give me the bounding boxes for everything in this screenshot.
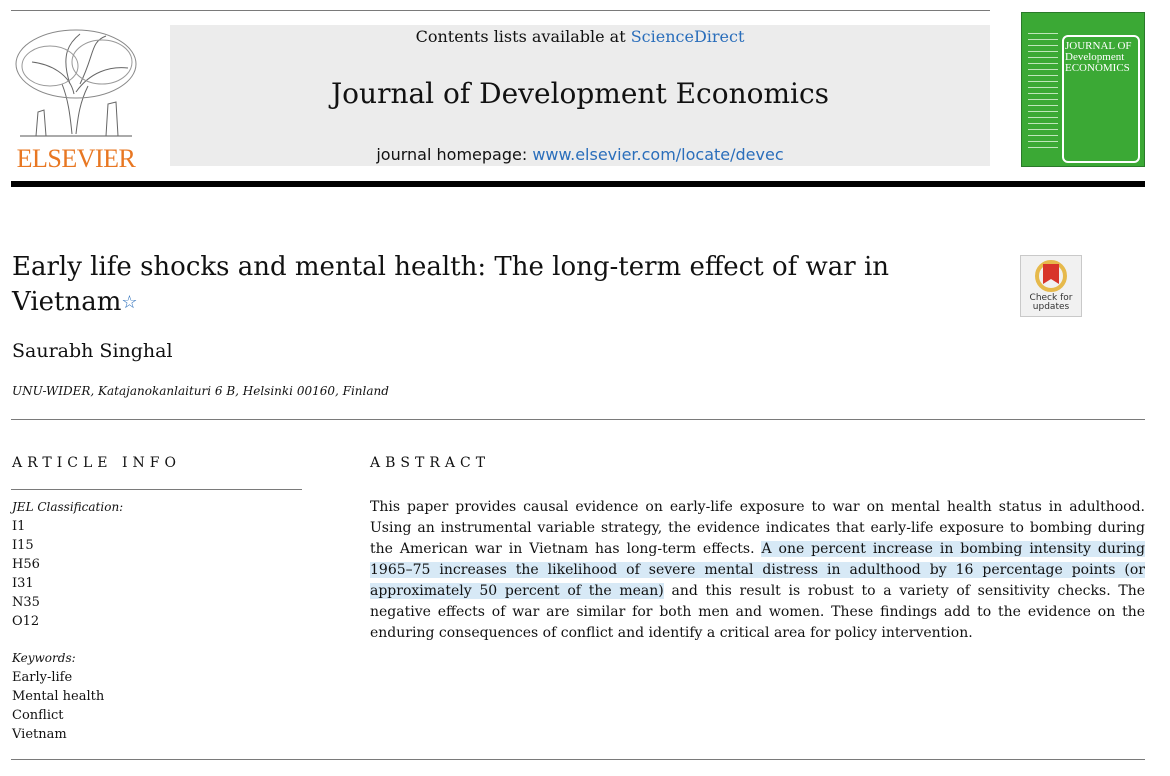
homepage-link[interactable]: www.elsevier.com/locate/devec (532, 145, 784, 164)
homepage-prefix: journal homepage: (376, 145, 533, 164)
section-rule (11, 419, 1145, 420)
jel-code: H56 (12, 557, 40, 572)
abstract-highlight[interactable]: A one percent increase in bombing intensity during 1965–75 increases the likelihood of severe mental distress in adulthood by 16 percentage points (or approximately 50 percent of the mean) (370, 541, 1145, 599)
elsevier-logo[interactable] (10, 24, 142, 172)
publisher-name: ELSEVIER (16, 144, 136, 173)
jel-code: I1 (12, 519, 26, 534)
crossmark-icon (1031, 258, 1071, 294)
jel-code: N35 (12, 595, 40, 610)
title-footnote-star[interactable]: ☆ (121, 292, 138, 313)
tree-icon (10, 24, 142, 142)
jel-code: O12 (12, 614, 40, 629)
keyword: Mental health (12, 689, 105, 704)
article-info-rule (11, 489, 302, 490)
header-bar (11, 181, 1145, 187)
cover-decoration (1028, 33, 1058, 153)
contents-availability (170, 27, 990, 46)
jel-code: I15 (12, 538, 34, 553)
journal-banner (170, 25, 990, 166)
sciencedirect-link[interactable]: ScienceDirect (630, 27, 745, 46)
article-info-panel (12, 498, 292, 744)
bottom-rule (11, 759, 1145, 760)
top-rule (11, 10, 990, 11)
journal-homepage (170, 145, 990, 164)
article-title (12, 250, 972, 320)
keywords-label: Keywords: (12, 651, 76, 665)
author-affiliation: UNU-WIDER, Katajanokanlaituri 6 B, Helsinki 00160, Finland (12, 384, 389, 398)
jel-label: JEL Classification: (12, 500, 124, 514)
contents-prefix: Contents lists available at (415, 27, 631, 46)
author-name[interactable]: Saurabh Singhal (12, 340, 173, 362)
keyword: Early-life (12, 670, 73, 685)
article-info-heading: ARTICLE INFO (12, 455, 181, 471)
abstract-part-1: This paper provides causal evidence on early-life exposure to war on mental health status in adulthood. Using an instrumental variable strategy, the evidence indicates that early-life exposure to bombing during the American war in Vietnam has long-term effects. (370, 499, 1145, 557)
journal-title: Journal of Development Economics (330, 77, 830, 110)
abstract-text (370, 497, 1145, 644)
abstract-heading: ABSTRACT (370, 455, 491, 471)
article-title-text: Early life shocks and mental health: The long-term effect of war in Vietnam (12, 252, 890, 317)
journal-cover-thumbnail[interactable] (1021, 12, 1145, 167)
check-updates-label: Check for updates (1029, 293, 1073, 312)
keyword: Conflict (12, 708, 64, 723)
cover-title: JOURNAL OF Development ECONOMICS (1065, 40, 1132, 74)
abstract-part-2: and this result is robust to a variety of sensitivity checks. The negative effects of war are similar for both men and women. These findings add to the evidence on the enduring consequences of conflict and identify a critical area for policy intervention. (370, 583, 1146, 641)
jel-code: I31 (12, 576, 34, 591)
keyword: Vietnam (12, 727, 67, 742)
check-for-updates-badge[interactable] (1020, 255, 1082, 317)
